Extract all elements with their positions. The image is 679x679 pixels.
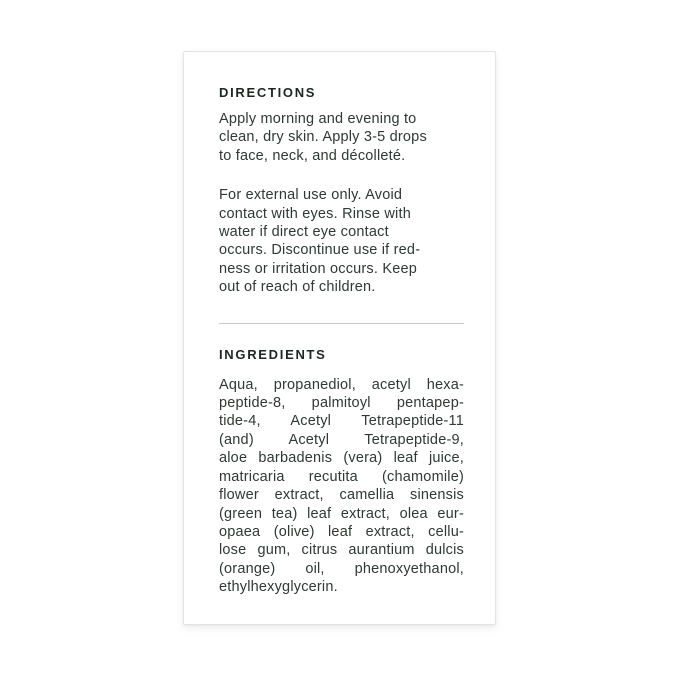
text-line: For external use only. Avoid (219, 187, 403, 204)
text-line: flower extract, camellia sinensis (219, 487, 464, 504)
text-line: Aqua, propanediol, acetyl hexa- (219, 376, 464, 393)
text-line: (and) Acetyl Tetrapeptide-9, (219, 431, 464, 448)
text-line: Apply morning and evening to (219, 111, 417, 127)
text-line: matricaria recutita (chamomile) (219, 468, 464, 485)
text-line: occurs. Discontinue use if red- (219, 242, 421, 259)
ingredients-heading: INGREDIENTS (219, 346, 327, 362)
section-divider (219, 323, 464, 324)
directions-section (219, 86, 464, 297)
text-line: ness or irritation occurs. Keep (219, 260, 418, 277)
text-line: to face, neck, and décolleté. (219, 147, 406, 164)
ingredients-list-text (219, 376, 464, 597)
text-line: (green tea) leaf extract, olea eur- (219, 505, 464, 522)
ingredients-section (219, 348, 464, 597)
text-line: lose gum, citrus aurantium dulcis (219, 542, 464, 559)
text-line: opaea (olive) leaf extract, cellu- (219, 523, 464, 540)
directions-warning-text (219, 186, 464, 296)
text-line: out of reach of children. (219, 279, 376, 296)
text-line: aloe barbadenis (vera) leaf juice, (219, 450, 464, 467)
product-label-card (183, 51, 496, 625)
text-line: contact with eyes. Rinse with (219, 205, 411, 222)
text-line: water if direct eye contact (219, 224, 389, 241)
text-line: ethylhexyglycerin. (219, 579, 338, 596)
directions-heading: DIRECTIONS (219, 85, 317, 100)
text-line: peptide-8, palmitoyl pentapep- (219, 395, 464, 412)
text-line: (orange) oil, phenoxyethanol, (219, 560, 464, 577)
text-line: clean, dry skin. Apply 3-5 drops (219, 129, 427, 146)
directions-usage-text (219, 110, 464, 165)
text-line: tide-4, Acetyl Tetrapeptide-11 (219, 413, 464, 430)
